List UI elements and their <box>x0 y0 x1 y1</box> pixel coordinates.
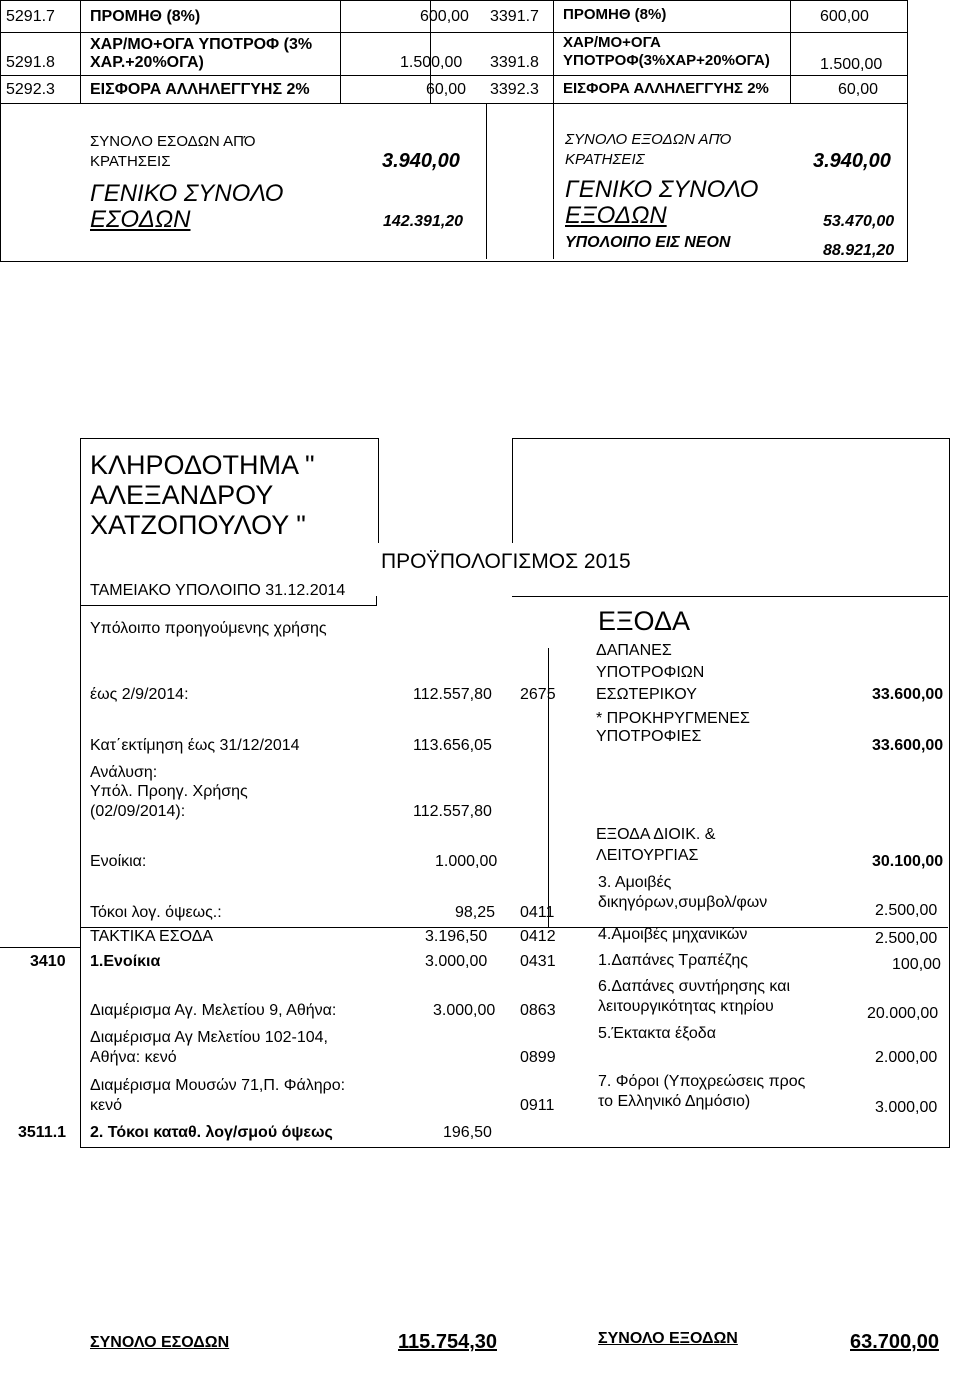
rent2-label: 1.Ενοίκια <box>90 953 161 970</box>
budget-subtitle: ΠΡΟΫΠΟΛΟΓΙΣΜΟΣ 2015 <box>381 550 631 573</box>
interest-value: 98,25 <box>455 904 496 921</box>
exp3-line-1: ΕΞΟΔΑ ΔΙΟΙΚ. & <box>596 826 716 843</box>
row3-left-desc: ΕΙΣΦΟΡΑ ΑΛΛΗΛΕΓΓΥΗΣ 2% <box>90 81 310 98</box>
apt2-code: 0899 <box>520 1049 556 1066</box>
acc-3511: 3511.1 <box>18 1124 67 1141</box>
regular-label: ΤΑΚΤΙΚΑ ΕΣΟΔΑ <box>90 928 214 945</box>
interest2-label: 2. Τόκοι καταθ. λογ/σμού όψεως <box>90 1124 333 1141</box>
right-total-label-2: ΕΞΟΔΩΝ <box>565 202 667 229</box>
exp2-value: 33.600,00 <box>872 737 944 754</box>
apt2-label-2: Αθήνα: κενό <box>90 1049 177 1066</box>
cash-balance: ΤΑΜΕΙΑΚΟ ΥΠΟΛΟΙΠΟ 31.12.2014 <box>90 582 346 599</box>
total-income-value: 115.754,30 <box>398 1331 497 1353</box>
row3-right-code: 3392.3 <box>490 81 539 98</box>
expenses-title: ΕΞΟΔΑ <box>598 606 691 636</box>
exp8-label: 5.Έκτακτα έξοδα <box>598 1025 716 1042</box>
row1-left-code: 5291.7 <box>6 8 55 25</box>
apt1-code: 0863 <box>520 1002 556 1019</box>
estimate-value: 113.656,05 <box>413 737 492 754</box>
exp2-line-1: * ΠΡΟΚΗΡΥΓΜΕΝΕΣ <box>596 710 750 727</box>
row1-right-amount: 600,00 <box>820 8 869 25</box>
apt1-value: 3.000,00 <box>433 1002 496 1019</box>
interest-code: 0411 <box>520 904 555 921</box>
row2-left-desc-1: ΧΑΡ/ΜΟ+ΟΓΑ ΥΠΟΤΡΟΦ (3% <box>90 36 313 53</box>
until-label: έως 2/9/2014: <box>90 686 189 703</box>
budget-title-1: ΚΛΗΡΟΔΟΤΗΜΑ " <box>90 450 315 480</box>
acc-3410: 3410 <box>30 953 66 970</box>
total-expenses-value: 63.700,00 <box>850 1331 939 1353</box>
row1-right-code: 3391.7 <box>490 8 539 25</box>
exp8-value: 2.000,00 <box>875 1049 938 1066</box>
balance-label: ΥΠΟΛΟΙΠΟ ΕΙΣ ΝΕΟΝ <box>565 234 731 251</box>
right-retained-value: 3.940,00 <box>813 150 891 172</box>
row2-left-desc-2: ΧΑΡ.+20%ΟΓΑ) <box>90 54 204 71</box>
exp6-label: 1.Δαπάνες Τραπέζης <box>598 952 749 969</box>
until-value: 112.557,80 <box>413 686 492 703</box>
left-total-label-2: ΕΣΟΔΩΝ <box>90 206 191 233</box>
row1-left-desc: ΠΡΟΜΗΘ (8%) <box>90 8 201 25</box>
budget-title-3: ΧΑΤΖΟΠΟΥΛΟΥ " <box>90 510 306 540</box>
left-total-label-1: ΓΕΝΙΚΟ ΣΥΝΟΛΟ <box>90 180 284 207</box>
row1-right-desc: ΠΡΟΜΗΘ (8%) <box>563 6 667 23</box>
regular-code: 0412 <box>520 928 556 945</box>
row2-left-code: 5291.8 <box>6 54 55 71</box>
right-total-label-1: ΓΕΝΙΚΟ ΣΥΝΟΛΟ <box>565 176 759 203</box>
exp7-value: 20.000,00 <box>867 1005 939 1022</box>
left-retained-label-2: ΚΡΑΤΗΣΕΙΣ <box>90 153 171 170</box>
row2-right-desc-2: ΥΠΟΤΡΟΦ(3%ΧΑΡ+20%ΟΓΑ) <box>563 52 770 69</box>
exp3-value: 30.100,00 <box>872 853 944 870</box>
exp5-value: 2.500,00 <box>875 930 938 947</box>
right-total-value: 53.470,00 <box>823 213 895 230</box>
exp1-line-3: ΕΣΩΤΕΡΙΚΟΥ <box>596 686 697 703</box>
balance-value: 88.921,20 <box>823 242 895 259</box>
row3-right-desc: ΕΙΣΦΟΡΑ ΑΛΛΗΛΕΓΓΥΗΣ 2% <box>563 80 769 97</box>
exp7-line-2: λειτουργικότητας κτηρίου <box>598 998 774 1015</box>
left-total-value: 142.391,20 <box>383 213 464 230</box>
row2-right-desc-1: ΧΑΡ/ΜΟ+ΟΓΑ <box>563 34 661 51</box>
exp7-line-1: 6.Δαπάνες συντήρησης και <box>598 978 791 995</box>
exp1-line-1: ΔΑΠΑΝΕΣ <box>596 642 672 659</box>
right-retained-label-1: ΣΥΝΟΛΟ ΕΞΟΔΩΝ ΑΠΌ <box>565 131 732 148</box>
exp1-value: 33.600,00 <box>872 686 944 703</box>
prev-use-2: (02/09/2014): <box>90 803 186 820</box>
apt2-label-1: Διαμέρισμα Αγ Μελετίου 102-104, <box>90 1029 328 1046</box>
analysis: Ανάλυση: <box>90 764 158 781</box>
exp4-line-1: 3. Αμοιβές <box>598 874 672 891</box>
rent2-code: 0431 <box>520 953 556 970</box>
estimate-label: Κατ΄εκτίμηση έως 31/12/2014 <box>90 737 300 754</box>
apt3-label-2: κενό <box>90 1097 123 1114</box>
row3-left-code: 5292.3 <box>6 81 55 98</box>
row2-right-code: 3391.8 <box>490 54 539 71</box>
prev-use-value: 112.557,80 <box>413 803 492 820</box>
exp5-label: 4.Αμοιβές μηχανικών <box>598 926 748 943</box>
regular-value: 3.196,50 <box>425 928 488 945</box>
prev-use-1: Υπόλ. Προηγ. Χρήσης <box>90 783 248 800</box>
left-retained-value: 3.940,00 <box>382 150 460 172</box>
exp2-line-2: ΥΠΟΤΡΟΦΙΕΣ <box>596 728 702 745</box>
until-code: 2675 <box>520 686 556 703</box>
interest-label: Τόκοι λογ. όψεως.: <box>90 904 222 921</box>
exp6-value: 100,00 <box>892 956 941 973</box>
exp9-line-2: το Ελληνικό Δημόσιο) <box>598 1093 751 1110</box>
apt1-label: Διαμέρισμα Αγ. Μελετίου 9, Αθήνα: <box>90 1002 337 1019</box>
apt3-label-1: Διαμέρισμα Μουσών 71,Π. Φάληρο: <box>90 1077 346 1094</box>
rent-value: 1.000,00 <box>435 853 498 870</box>
row2-left-amount: 1.500,00 <box>400 54 463 71</box>
row1-left-amount: 600,00 <box>420 8 469 25</box>
exp9-value: 3.000,00 <box>875 1099 938 1116</box>
row3-right-amount: 60,00 <box>838 81 879 98</box>
rent2-value: 3.000,00 <box>425 953 488 970</box>
row3-left-amount: 60,00 <box>426 81 467 98</box>
total-income-label: ΣΥΝΟΛΟ ΕΣΟΔΩΝ <box>90 1334 230 1351</box>
exp1-line-2: ΥΠΟΤΡΟΦΙΩΝ <box>596 664 705 681</box>
budget-title-2: ΑΛΕΞΑΝΔΡΟΥ <box>90 480 274 510</box>
prev-balance: Υπόλοιπο προηγούμενης χρήσης <box>90 620 327 637</box>
total-expenses-label: ΣΥΝΟΛΟ ΕΞΟΔΩΝ <box>598 1330 738 1347</box>
row2-right-amount: 1.500,00 <box>820 56 883 73</box>
rent-label: Ενοίκια: <box>90 853 147 870</box>
left-retained-label-1: ΣΥΝΟΛΟ ΕΣΟΔΩΝ ΑΠΌ <box>90 133 256 150</box>
interest2-value: 196,50 <box>443 1124 492 1141</box>
exp3-line-2: ΛΕΙΤΟΥΡΓΙΑΣ <box>596 847 699 864</box>
exp4-value: 2.500,00 <box>875 902 938 919</box>
right-retained-label-2: ΚΡΑΤΗΣΕΙΣ <box>565 151 645 168</box>
exp9-line-1: 7. Φόροι (Υποχρεώσεις προς <box>598 1073 806 1090</box>
apt3-code: 0911 <box>520 1097 555 1114</box>
exp4-line-2: δικηγόρων,συμβολ/φων <box>598 894 768 911</box>
